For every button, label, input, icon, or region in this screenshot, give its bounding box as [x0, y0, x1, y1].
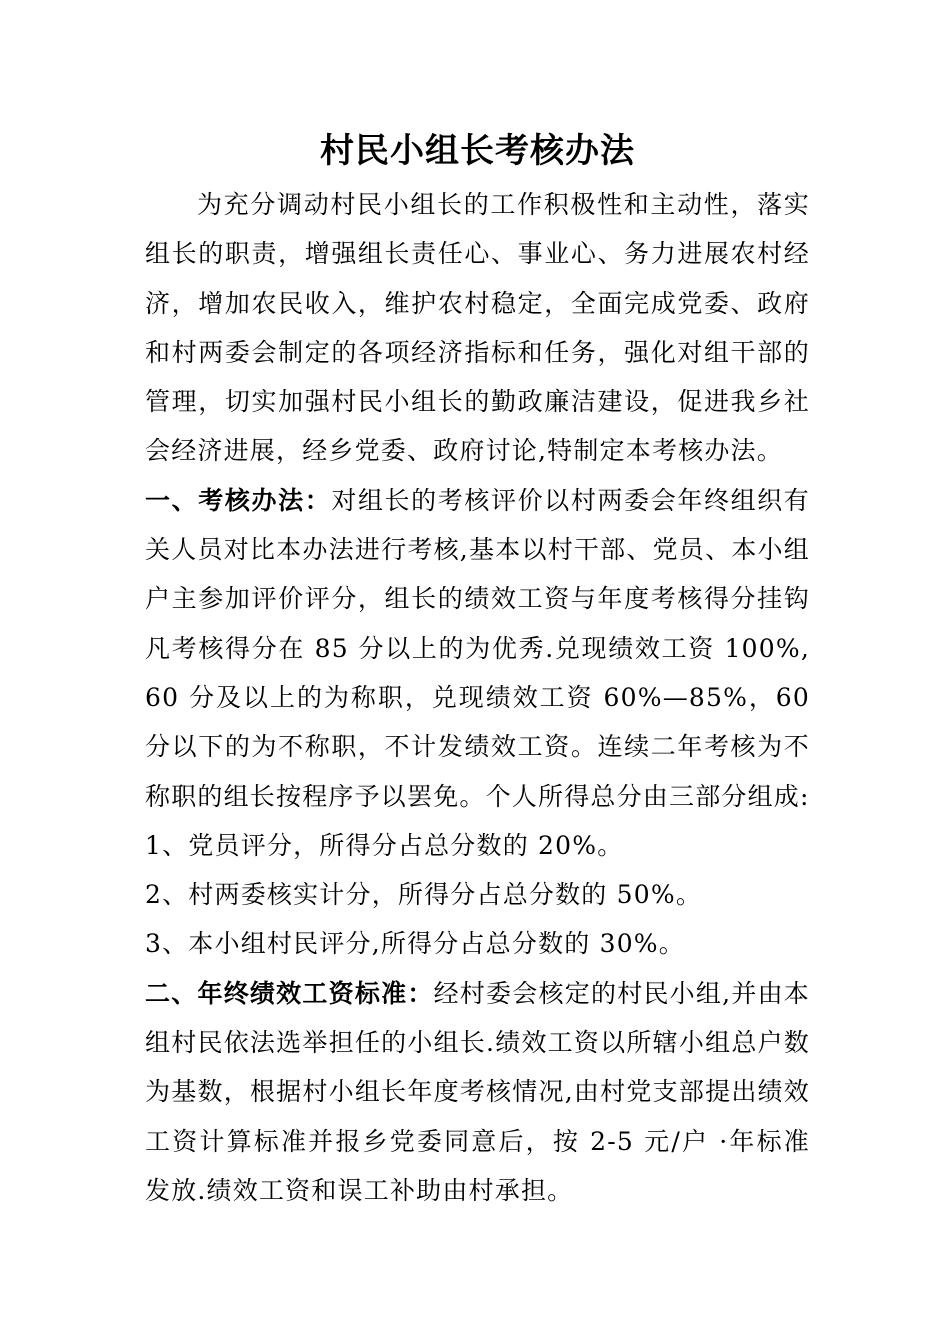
document-page [145, 122, 810, 1215]
section-2-paragraph [145, 969, 810, 1215]
list-item: 1、党员评分，所得分占总分数的 20%。 [145, 830, 624, 860]
section-1-heading: 一、考核办法： [145, 485, 332, 515]
section-2-heading: 二、年终绩效工资标准： [145, 978, 434, 1008]
section-1-body: 对组长的考核评价以村两委会年终组织有关人员对比本办法进行考核,基本以村干部、党员、本小组户主参加评价评分，组长的绩效工资与年度考核得分挂钩凡考核得分在 85 分以上的为优秀.兑现绩效工资 100%,60 分及以上的为称职，兑现绩效工资 60%—85%，60 分以下的为不称职，不计发绩效工资。连续二年考核为不称职的组长按程序予以罢免。个人所得总分由三部分组成: [145, 485, 811, 811]
document-title: 村民小组长考核办法 [320, 131, 635, 171]
list-item: 3、本小组村民评分,所得分占总分数的 30%。 [145, 929, 685, 959]
intro-paragraph: 为充分调动村民小组长的工作积极性和主动性，落实组长的职责，增强组长责任心、事业心、务力进展农村经济，增加农民收入，维护农村稳定，全面完成党委、政府和村两委会制定的各项经济指标和任务，强化对组干部的管理，切实加强村民小组长的勤政廉洁建设，促进我乡社会经济进展，经乡党委、政府讨论,特制定本考核办法。 [145, 190, 810, 466]
section-1-paragraph [145, 476, 810, 821]
list-item: 2、村两委核实计分，所得分占总分数的 50%。 [145, 880, 703, 910]
section-2-body: 经村委会核定的村民小组,并由本组村民依法选举担任的小组长.绩效工资以所辖小组总户数为基数，根据村小组长年度考核情况,由村党支部提出绩效工资计算标准并报乡党委同意后，按 2-5 元/户 ·年标准发放.绩效工资和误工补助由村承担。 [145, 978, 810, 1205]
